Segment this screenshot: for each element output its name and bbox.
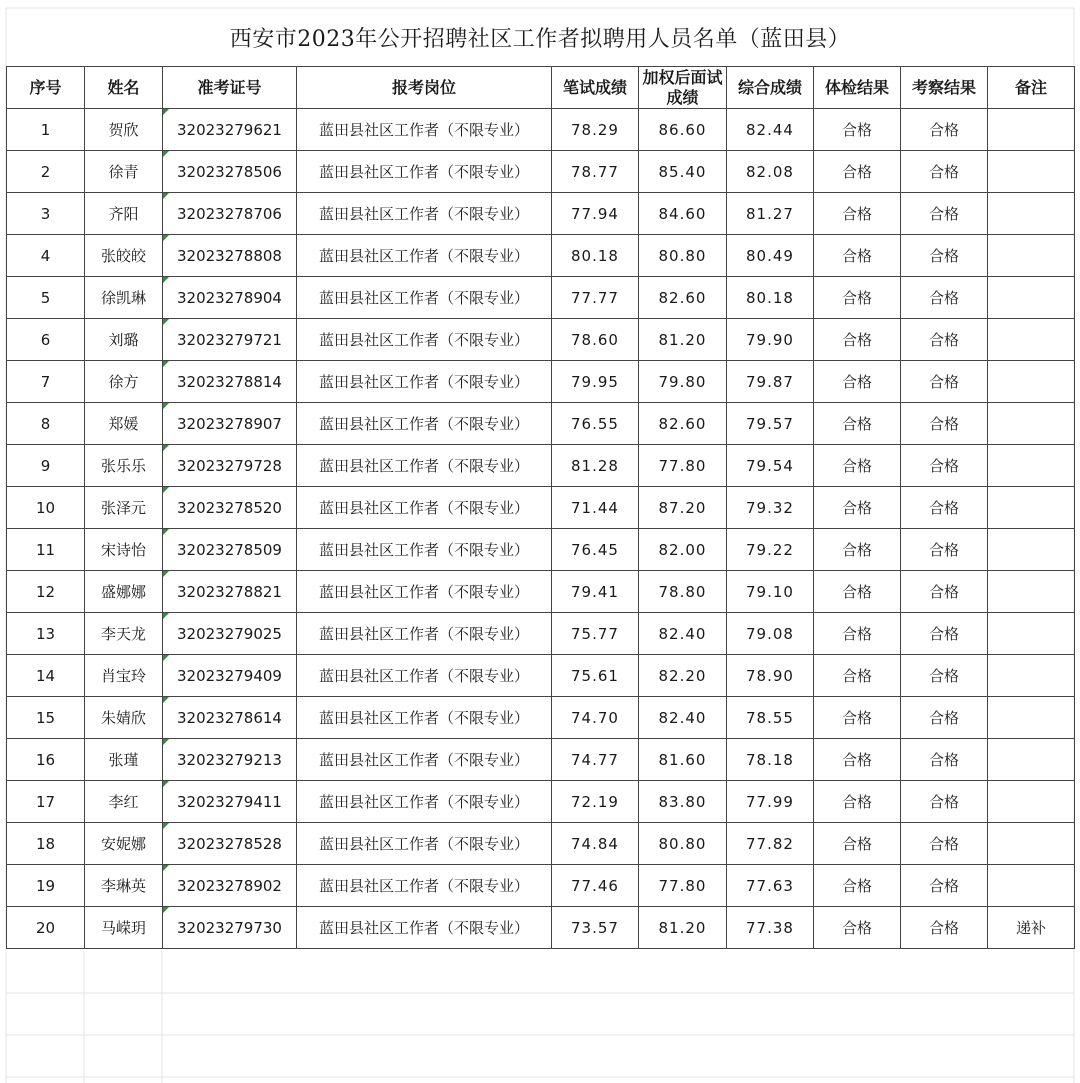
cell-serial: 7 [7, 361, 85, 403]
cell-post: 蓝田县社区工作者（不限专业） [297, 907, 552, 949]
header-post: 报考岗位 [297, 67, 552, 109]
cell-medical-result: 合格 [814, 487, 901, 529]
cell-medical-result: 合格 [814, 907, 901, 949]
header-total-score: 综合成绩 [727, 67, 814, 109]
cell-inspection-result: 合格 [901, 109, 988, 151]
cell-written-score: 73.57 [552, 907, 639, 949]
cell-interview-score: 81.60 [639, 739, 727, 781]
cell-exam-id: 32023279213 [163, 739, 297, 781]
cell-inspection-result: 合格 [901, 277, 988, 319]
cell-note [988, 109, 1075, 151]
header-medical-result: 体检结果 [814, 67, 901, 109]
cell-note [988, 319, 1075, 361]
cell-written-score: 79.95 [552, 361, 639, 403]
cell-medical-result: 合格 [814, 235, 901, 277]
cell-post: 蓝田县社区工作者（不限专业） [297, 823, 552, 865]
cell-inspection-result: 合格 [901, 361, 988, 403]
cell-interview-score: 80.80 [639, 823, 727, 865]
cell-note [988, 235, 1075, 277]
cell-total-score: 81.27 [727, 193, 814, 235]
cell-name: 徐方 [85, 361, 163, 403]
cell-serial: 10 [7, 487, 85, 529]
cell-medical-result: 合格 [814, 109, 901, 151]
cell-name: 张皎皎 [85, 235, 163, 277]
cell-interview-score: 77.80 [639, 445, 727, 487]
cell-total-score: 79.08 [727, 613, 814, 655]
cell-name: 宋诗怡 [85, 529, 163, 571]
header-serial: 序号 [7, 67, 85, 109]
cell-exam-id: 32023278821 [163, 571, 297, 613]
cell-written-score: 75.61 [552, 655, 639, 697]
cell-name: 贺欣 [85, 109, 163, 151]
table-row [7, 823, 1075, 865]
cell-interview-score: 82.00 [639, 529, 727, 571]
cell-exam-id: 32023279409 [163, 655, 297, 697]
header-note: 备注 [988, 67, 1075, 109]
cell-inspection-result: 合格 [901, 235, 988, 277]
cell-note [988, 151, 1075, 193]
cell-name: 李红 [85, 781, 163, 823]
cell-medical-result: 合格 [814, 781, 901, 823]
cell-exam-id: 32023279721 [163, 319, 297, 361]
cell-serial: 3 [7, 193, 85, 235]
cell-written-score: 78.60 [552, 319, 639, 361]
cell-post: 蓝田县社区工作者（不限专业） [297, 235, 552, 277]
cell-interview-score: 82.40 [639, 697, 727, 739]
cell-medical-result: 合格 [814, 823, 901, 865]
cell-written-score: 72.19 [552, 781, 639, 823]
cell-post: 蓝田县社区工作者（不限专业） [297, 781, 552, 823]
table-row [7, 403, 1075, 445]
table-row [7, 319, 1075, 361]
cell-serial: 12 [7, 571, 85, 613]
cell-written-score: 78.29 [552, 109, 639, 151]
cell-total-score: 78.18 [727, 739, 814, 781]
cell-note [988, 613, 1075, 655]
cell-inspection-result: 合格 [901, 655, 988, 697]
cell-interview-score: 80.80 [639, 235, 727, 277]
cell-interview-score: 85.40 [639, 151, 727, 193]
cell-name: 朱婧欣 [85, 697, 163, 739]
cell-post: 蓝田县社区工作者（不限专业） [297, 403, 552, 445]
cell-exam-id: 32023278509 [163, 529, 297, 571]
cell-medical-result: 合格 [814, 571, 901, 613]
cell-interview-score: 81.20 [639, 319, 727, 361]
cell-serial: 16 [7, 739, 85, 781]
cell-post: 蓝田县社区工作者（不限专业） [297, 445, 552, 487]
cell-written-score: 74.77 [552, 739, 639, 781]
cell-serial: 15 [7, 697, 85, 739]
cell-name: 张瑾 [85, 739, 163, 781]
cell-total-score: 79.32 [727, 487, 814, 529]
cell-total-score: 79.10 [727, 571, 814, 613]
cell-post: 蓝田县社区工作者（不限专业） [297, 697, 552, 739]
table-row [7, 865, 1075, 907]
cell-post: 蓝田县社区工作者（不限专业） [297, 193, 552, 235]
table-row [7, 235, 1075, 277]
cell-serial: 11 [7, 529, 85, 571]
cell-total-score: 80.49 [727, 235, 814, 277]
cell-total-score: 79.22 [727, 529, 814, 571]
cell-interview-score: 86.60 [639, 109, 727, 151]
cell-exam-id: 32023278506 [163, 151, 297, 193]
cell-name: 郑媛 [85, 403, 163, 445]
cell-inspection-result: 合格 [901, 907, 988, 949]
cell-written-score: 74.84 [552, 823, 639, 865]
cell-total-score: 80.18 [727, 277, 814, 319]
cell-medical-result: 合格 [814, 739, 901, 781]
cell-inspection-result: 合格 [901, 529, 988, 571]
cell-total-score: 77.63 [727, 865, 814, 907]
cell-inspection-result: 合格 [901, 571, 988, 613]
cell-written-score: 78.77 [552, 151, 639, 193]
table-row [7, 487, 1075, 529]
cell-note [988, 193, 1075, 235]
cell-name: 盛娜娜 [85, 571, 163, 613]
cell-note [988, 361, 1075, 403]
cell-total-score: 79.90 [727, 319, 814, 361]
cell-interview-score: 82.20 [639, 655, 727, 697]
table-row [7, 529, 1075, 571]
cell-serial: 20 [7, 907, 85, 949]
cell-written-score: 77.94 [552, 193, 639, 235]
cell-serial: 17 [7, 781, 85, 823]
cell-medical-result: 合格 [814, 697, 901, 739]
page-title: 西安市2023年公开招聘社区工作者拟聘用人员名单（蓝田县） [229, 26, 851, 52]
cell-serial: 14 [7, 655, 85, 697]
cell-medical-result: 合格 [814, 361, 901, 403]
cell-serial: 19 [7, 865, 85, 907]
cell-serial: 1 [7, 109, 85, 151]
cell-serial: 6 [7, 319, 85, 361]
cell-post: 蓝田县社区工作者（不限专业） [297, 571, 552, 613]
cell-exam-id: 32023278814 [163, 361, 297, 403]
cell-medical-result: 合格 [814, 529, 901, 571]
cell-note [988, 487, 1075, 529]
cell-name: 刘璐 [85, 319, 163, 361]
cell-inspection-result: 合格 [901, 487, 988, 529]
table-row [7, 613, 1075, 655]
cell-note [988, 739, 1075, 781]
cell-inspection-result: 合格 [901, 739, 988, 781]
cell-name: 徐凯琳 [85, 277, 163, 319]
table-row [7, 571, 1075, 613]
cell-exam-id: 32023279411 [163, 781, 297, 823]
cell-post: 蓝田县社区工作者（不限专业） [297, 613, 552, 655]
cell-exam-id: 32023279728 [163, 445, 297, 487]
cell-note [988, 823, 1075, 865]
cell-name: 马嵘玥 [85, 907, 163, 949]
cell-medical-result: 合格 [814, 655, 901, 697]
cell-total-score: 79.54 [727, 445, 814, 487]
table-row [7, 109, 1075, 151]
table-row [7, 697, 1075, 739]
cell-post: 蓝田县社区工作者（不限专业） [297, 361, 552, 403]
cell-inspection-result: 合格 [901, 697, 988, 739]
cell-medical-result: 合格 [814, 613, 901, 655]
cell-medical-result: 合格 [814, 865, 901, 907]
cell-interview-score: 87.20 [639, 487, 727, 529]
cell-total-score: 78.90 [727, 655, 814, 697]
cell-exam-id: 32023279025 [163, 613, 297, 655]
cell-medical-result: 合格 [814, 277, 901, 319]
cell-exam-id: 32023278907 [163, 403, 297, 445]
cell-exam-id: 32023278614 [163, 697, 297, 739]
cell-written-score: 76.45 [552, 529, 639, 571]
cell-post: 蓝田县社区工作者（不限专业） [297, 487, 552, 529]
hiring-roster-table [6, 66, 1075, 949]
cell-note [988, 571, 1075, 613]
table-row [7, 739, 1075, 781]
cell-name: 齐阳 [85, 193, 163, 235]
cell-post: 蓝田县社区工作者（不限专业） [297, 277, 552, 319]
cell-inspection-result: 合格 [901, 781, 988, 823]
table-row [7, 277, 1075, 319]
cell-written-score: 79.41 [552, 571, 639, 613]
cell-interview-score: 84.60 [639, 193, 727, 235]
cell-exam-id: 32023279621 [163, 109, 297, 151]
cell-written-score: 81.28 [552, 445, 639, 487]
cell-medical-result: 合格 [814, 445, 901, 487]
cell-inspection-result: 合格 [901, 445, 988, 487]
cell-interview-score: 81.20 [639, 907, 727, 949]
cell-post: 蓝田县社区工作者（不限专业） [297, 151, 552, 193]
cell-post: 蓝田县社区工作者（不限专业） [297, 529, 552, 571]
cell-exam-id: 32023278808 [163, 235, 297, 277]
cell-written-score: 77.77 [552, 277, 639, 319]
header-inspection-result: 考察结果 [901, 67, 988, 109]
cell-total-score: 77.38 [727, 907, 814, 949]
cell-name: 肖宝玲 [85, 655, 163, 697]
cell-note [988, 277, 1075, 319]
cell-note: 递补 [988, 907, 1075, 949]
cell-note [988, 655, 1075, 697]
table-row [7, 445, 1075, 487]
cell-inspection-result: 合格 [901, 319, 988, 361]
cell-note [988, 445, 1075, 487]
cell-inspection-result: 合格 [901, 865, 988, 907]
cell-note [988, 781, 1075, 823]
cell-serial: 8 [7, 403, 85, 445]
cell-total-score: 79.87 [727, 361, 814, 403]
cell-interview-score: 82.40 [639, 613, 727, 655]
cell-inspection-result: 合格 [901, 823, 988, 865]
cell-written-score: 76.55 [552, 403, 639, 445]
cell-serial: 4 [7, 235, 85, 277]
cell-serial: 9 [7, 445, 85, 487]
table-body [7, 109, 1075, 949]
cell-serial: 18 [7, 823, 85, 865]
cell-total-score: 79.57 [727, 403, 814, 445]
cell-written-score: 75.77 [552, 613, 639, 655]
cell-inspection-result: 合格 [901, 403, 988, 445]
cell-name: 张乐乐 [85, 445, 163, 487]
table-row [7, 655, 1075, 697]
cell-interview-score: 83.80 [639, 781, 727, 823]
header-name: 姓名 [85, 67, 163, 109]
cell-inspection-result: 合格 [901, 151, 988, 193]
cell-interview-score: 82.60 [639, 403, 727, 445]
cell-exam-id: 32023278902 [163, 865, 297, 907]
cell-inspection-result: 合格 [901, 193, 988, 235]
cell-exam-id: 32023278528 [163, 823, 297, 865]
cell-total-score: 77.99 [727, 781, 814, 823]
table-row [7, 907, 1075, 949]
cell-medical-result: 合格 [814, 193, 901, 235]
cell-interview-score: 78.80 [639, 571, 727, 613]
cell-medical-result: 合格 [814, 403, 901, 445]
table-row [7, 193, 1075, 235]
cell-post: 蓝田县社区工作者（不限专业） [297, 109, 552, 151]
header-exam-id: 准考证号 [163, 67, 297, 109]
table-row [7, 361, 1075, 403]
table-row [7, 151, 1075, 193]
cell-exam-id: 32023278520 [163, 487, 297, 529]
cell-post: 蓝田县社区工作者（不限专业） [297, 865, 552, 907]
cell-name: 安妮娜 [85, 823, 163, 865]
cell-note [988, 865, 1075, 907]
cell-inspection-result: 合格 [901, 613, 988, 655]
cell-total-score: 78.55 [727, 697, 814, 739]
header-written-score: 笔试成绩 [552, 67, 639, 109]
cell-written-score: 80.18 [552, 235, 639, 277]
cell-medical-result: 合格 [814, 151, 901, 193]
cell-post: 蓝田县社区工作者（不限专业） [297, 319, 552, 361]
cell-post: 蓝田县社区工作者（不限专业） [297, 655, 552, 697]
table-header-row [7, 67, 1075, 109]
cell-note [988, 529, 1075, 571]
cell-serial: 2 [7, 151, 85, 193]
cell-interview-score: 77.80 [639, 865, 727, 907]
cell-name: 张泽元 [85, 487, 163, 529]
cell-written-score: 74.70 [552, 697, 639, 739]
cell-serial: 13 [7, 613, 85, 655]
cell-total-score: 82.08 [727, 151, 814, 193]
table-row [7, 781, 1075, 823]
cell-note [988, 697, 1075, 739]
cell-interview-score: 82.60 [639, 277, 727, 319]
cell-total-score: 77.82 [727, 823, 814, 865]
cell-medical-result: 合格 [814, 319, 901, 361]
header-interview-score: 加权后面试成绩 [639, 67, 727, 109]
cell-interview-score: 79.80 [639, 361, 727, 403]
cell-serial: 5 [7, 277, 85, 319]
cell-written-score: 77.46 [552, 865, 639, 907]
cell-post: 蓝田县社区工作者（不限专业） [297, 739, 552, 781]
cell-written-score: 71.44 [552, 487, 639, 529]
cell-exam-id: 32023279730 [163, 907, 297, 949]
cell-note [988, 403, 1075, 445]
cell-name: 徐青 [85, 151, 163, 193]
cell-name: 李琳英 [85, 865, 163, 907]
cell-exam-id: 32023278706 [163, 193, 297, 235]
cell-exam-id: 32023278904 [163, 277, 297, 319]
cell-name: 李天龙 [85, 613, 163, 655]
cell-total-score: 82.44 [727, 109, 814, 151]
